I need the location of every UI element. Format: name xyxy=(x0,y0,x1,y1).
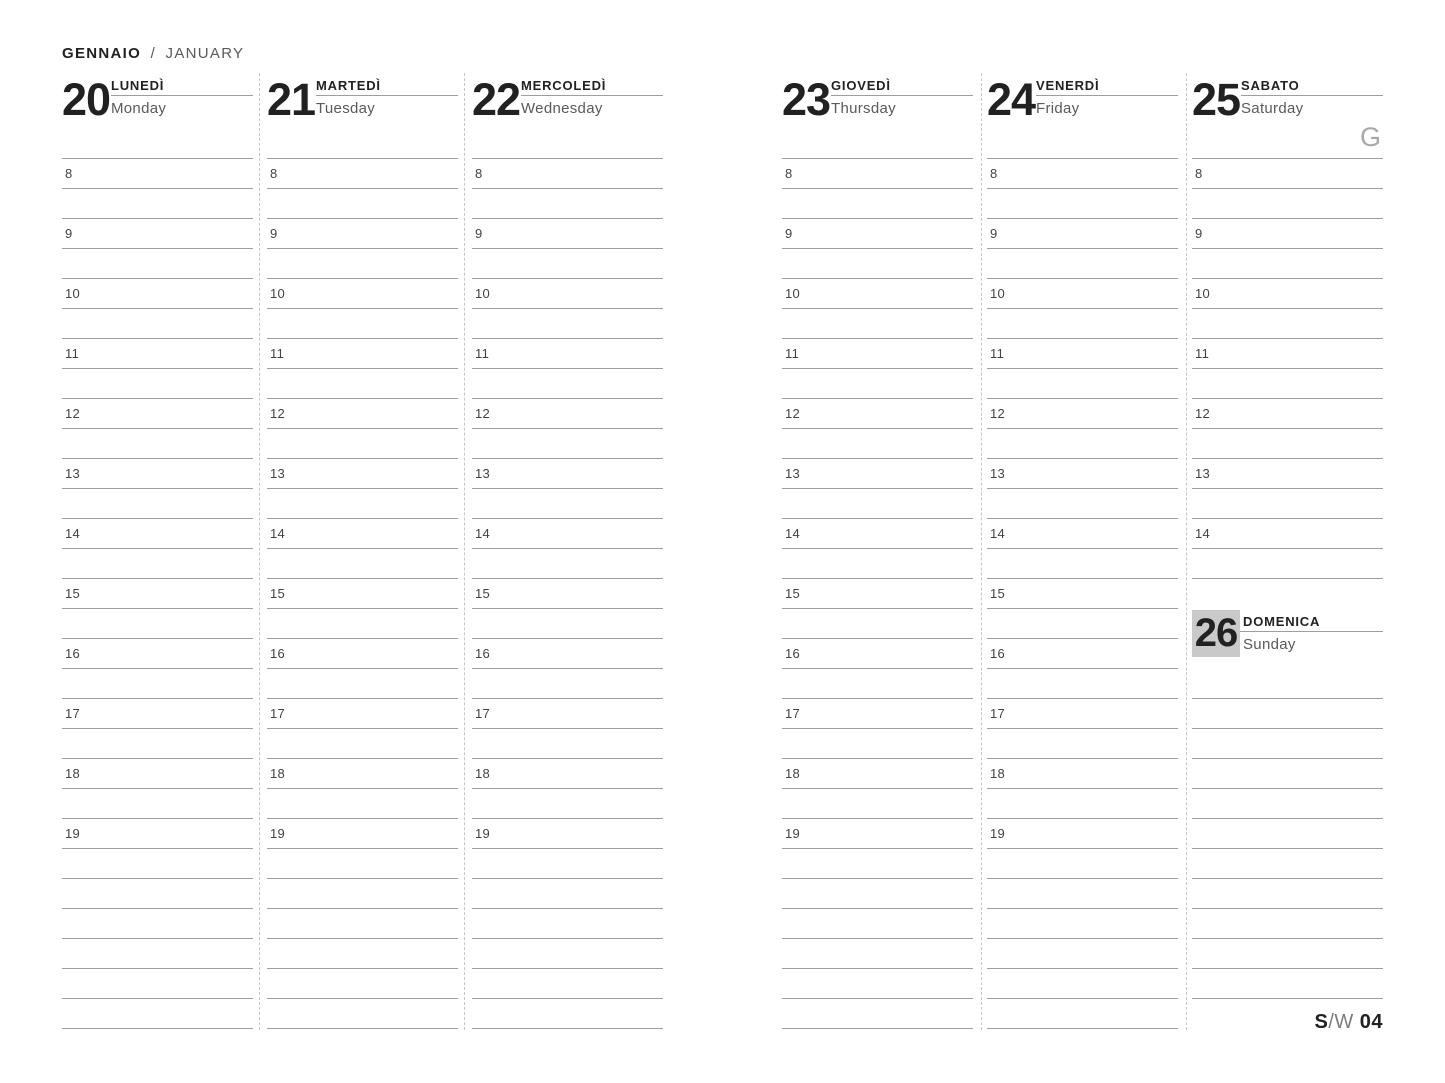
hour-line xyxy=(62,638,253,639)
day-number: 25 xyxy=(1192,74,1241,125)
hour-line xyxy=(987,398,1178,399)
hour-line xyxy=(267,518,458,519)
hour-label: 17 xyxy=(475,706,491,721)
half-hour-line xyxy=(472,908,663,909)
hour-line xyxy=(1192,818,1383,819)
hour-label: 12 xyxy=(475,406,491,421)
half-hour-line xyxy=(62,548,253,549)
hour-line xyxy=(62,818,253,819)
half-hour-line xyxy=(472,248,663,249)
half-hour-line xyxy=(782,968,973,969)
half-hour-line xyxy=(62,608,253,609)
hour-line xyxy=(472,278,663,279)
hour-label: 14 xyxy=(1195,526,1211,541)
hour-line xyxy=(1192,218,1383,219)
column-divider xyxy=(259,73,260,1030)
half-hour-line xyxy=(62,728,253,729)
half-hour-line xyxy=(472,848,663,849)
hour-line xyxy=(472,818,663,819)
day-number: 26 xyxy=(1194,611,1238,655)
hour-line xyxy=(987,818,1178,819)
hour-label: 17 xyxy=(270,706,286,721)
half-hour-line xyxy=(472,188,663,189)
hour-label: 18 xyxy=(475,766,491,781)
hour-line xyxy=(782,458,973,459)
hour-label: 17 xyxy=(990,706,1006,721)
hour-line xyxy=(1192,338,1383,339)
day-name-local: VENERDÌ xyxy=(1036,78,1178,96)
hour-line xyxy=(472,158,663,159)
day-name-local: DOMENICA xyxy=(1240,614,1383,632)
hour-line xyxy=(782,278,973,279)
hour-label: 9 xyxy=(65,226,73,241)
hour-label: 13 xyxy=(1195,466,1211,481)
hour-label: 9 xyxy=(785,226,793,241)
hour-label: 19 xyxy=(785,826,801,841)
hour-label: 14 xyxy=(475,526,491,541)
hour-label: 16 xyxy=(785,646,801,661)
hour-line xyxy=(267,758,458,759)
hour-line xyxy=(987,938,1178,939)
hour-line xyxy=(987,458,1178,459)
half-hour-line xyxy=(62,308,253,309)
half-hour-line xyxy=(62,488,253,489)
day-number: 24 xyxy=(987,74,1036,125)
day-name-local: MARTEDÌ xyxy=(316,78,458,96)
hour-label: 17 xyxy=(65,706,81,721)
hour-line xyxy=(1192,458,1383,459)
hour-label: 10 xyxy=(785,286,801,301)
hour-line xyxy=(782,998,973,999)
hour-line xyxy=(782,638,973,639)
hour-label: 11 xyxy=(270,346,285,361)
day-number: 23 xyxy=(782,74,831,125)
hour-line xyxy=(987,698,1178,699)
hour-line xyxy=(267,458,458,459)
half-hour-line xyxy=(62,788,253,789)
hour-label: 16 xyxy=(65,646,81,661)
half-hour-line xyxy=(1192,188,1383,189)
hour-label: 9 xyxy=(475,226,483,241)
half-hour-line xyxy=(987,788,1178,789)
half-hour-line xyxy=(782,188,973,189)
hour-line xyxy=(472,518,663,519)
day-name-english: Monday xyxy=(111,100,167,117)
hour-line xyxy=(1192,998,1383,999)
half-hour-line xyxy=(782,1028,973,1029)
day-column-thursday xyxy=(782,0,973,1083)
half-hour-line xyxy=(987,368,1178,369)
half-hour-line xyxy=(1192,788,1383,789)
half-hour-line xyxy=(472,788,663,789)
hour-label: 12 xyxy=(785,406,801,421)
half-hour-line xyxy=(782,488,973,489)
hour-label: 11 xyxy=(785,346,800,361)
half-hour-line xyxy=(267,428,458,429)
column-divider xyxy=(464,73,465,1030)
hour-label: 8 xyxy=(1195,166,1203,181)
half-hour-line xyxy=(1192,548,1383,549)
half-hour-line xyxy=(782,728,973,729)
hour-line xyxy=(1192,938,1383,939)
hour-line xyxy=(267,338,458,339)
hour-line xyxy=(472,998,663,999)
hour-label: 10 xyxy=(1195,286,1211,301)
half-hour-line xyxy=(267,488,458,489)
hour-line xyxy=(987,218,1178,219)
hour-line xyxy=(62,938,253,939)
day-column-monday xyxy=(62,0,253,1083)
hour-label: 19 xyxy=(475,826,491,841)
hour-line xyxy=(472,398,663,399)
half-hour-line xyxy=(987,608,1178,609)
hour-label: 15 xyxy=(65,586,81,601)
half-hour-line xyxy=(267,548,458,549)
week-label-bold: S xyxy=(1314,1011,1329,1033)
hour-label: 8 xyxy=(65,166,73,181)
half-hour-line xyxy=(1192,308,1383,309)
half-hour-line xyxy=(62,908,253,909)
half-hour-line xyxy=(472,608,663,609)
half-hour-line xyxy=(987,848,1178,849)
half-hour-line xyxy=(62,188,253,189)
hour-line xyxy=(62,398,253,399)
hour-line xyxy=(987,518,1178,519)
half-hour-line xyxy=(472,428,663,429)
hour-line xyxy=(62,878,253,879)
half-hour-line xyxy=(1192,428,1383,429)
hour-label: 10 xyxy=(270,286,286,301)
hour-label: 16 xyxy=(475,646,491,661)
half-hour-line xyxy=(267,608,458,609)
hour-label: 18 xyxy=(65,766,81,781)
half-hour-line xyxy=(267,668,458,669)
hour-line xyxy=(1192,878,1383,879)
half-hour-line xyxy=(987,1028,1178,1029)
half-hour-line xyxy=(987,248,1178,249)
half-hour-line xyxy=(782,908,973,909)
half-hour-line xyxy=(1192,488,1383,489)
month-name-local: GENNAIO xyxy=(62,45,142,62)
day-column-wednesday xyxy=(472,0,663,1083)
hour-line xyxy=(1192,578,1383,579)
day-name-local: LUNEDÌ xyxy=(111,78,253,96)
half-hour-line xyxy=(267,1028,458,1029)
hour-label: 19 xyxy=(65,826,81,841)
half-hour-line xyxy=(782,308,973,309)
half-hour-line xyxy=(62,668,253,669)
hour-label: 13 xyxy=(990,466,1006,481)
hour-line xyxy=(62,278,253,279)
hour-line xyxy=(472,938,663,939)
hour-label: 15 xyxy=(270,586,286,601)
hour-line xyxy=(782,518,973,519)
day-name-english: Saturday xyxy=(1241,100,1304,117)
hour-line xyxy=(472,758,663,759)
hour-line xyxy=(987,998,1178,999)
day-name-english: Sunday xyxy=(1243,636,1296,653)
hour-label: 16 xyxy=(990,646,1006,661)
half-hour-line xyxy=(1192,848,1383,849)
half-hour-line xyxy=(782,608,973,609)
hour-line xyxy=(62,338,253,339)
hour-line xyxy=(1192,278,1383,279)
half-hour-line xyxy=(62,848,253,849)
hour-line xyxy=(782,818,973,819)
day-column-tuesday xyxy=(267,0,458,1083)
half-hour-line xyxy=(472,488,663,489)
hour-line xyxy=(1192,758,1383,759)
day-number: 22 xyxy=(472,74,521,125)
half-hour-line xyxy=(782,788,973,789)
hour-label: 15 xyxy=(990,586,1006,601)
hour-line xyxy=(267,938,458,939)
hour-line xyxy=(987,578,1178,579)
half-hour-line xyxy=(987,188,1178,189)
hour-line xyxy=(782,158,973,159)
hour-label: 14 xyxy=(990,526,1006,541)
hour-label: 13 xyxy=(475,466,491,481)
hour-line xyxy=(62,578,253,579)
week-number xyxy=(1314,1011,1383,1034)
hour-line xyxy=(472,218,663,219)
half-hour-line xyxy=(267,248,458,249)
half-hour-line xyxy=(782,548,973,549)
hour-label: 14 xyxy=(785,526,801,541)
hour-line xyxy=(267,578,458,579)
hour-line xyxy=(782,878,973,879)
hour-line xyxy=(267,878,458,879)
half-hour-line xyxy=(472,968,663,969)
half-hour-line xyxy=(987,488,1178,489)
half-hour-line xyxy=(987,548,1178,549)
half-hour-line xyxy=(782,848,973,849)
half-hour-line xyxy=(1192,968,1383,969)
hour-label: 14 xyxy=(270,526,286,541)
half-hour-line xyxy=(267,368,458,369)
half-hour-line xyxy=(987,728,1178,729)
half-hour-line xyxy=(472,668,663,669)
half-hour-line xyxy=(472,548,663,549)
half-hour-line xyxy=(987,308,1178,309)
day-name-english: Tuesday xyxy=(316,100,376,117)
hour-line xyxy=(267,638,458,639)
day-name-local: MERCOLEDÌ xyxy=(521,78,663,96)
half-hour-line xyxy=(782,368,973,369)
day-number: 21 xyxy=(267,74,316,125)
hour-line xyxy=(782,698,973,699)
month-tab-letter: G xyxy=(1359,122,1381,152)
half-hour-line xyxy=(987,968,1178,969)
half-hour-line xyxy=(62,1028,253,1029)
half-hour-line xyxy=(267,848,458,849)
hour-line xyxy=(782,578,973,579)
hour-line xyxy=(1192,518,1383,519)
half-hour-line xyxy=(987,668,1178,669)
half-hour-line xyxy=(1192,248,1383,249)
hour-line xyxy=(267,698,458,699)
hour-label: 8 xyxy=(475,166,483,181)
hour-label: 10 xyxy=(990,286,1006,301)
half-hour-line xyxy=(472,728,663,729)
half-hour-line xyxy=(472,368,663,369)
hour-label: 9 xyxy=(990,226,998,241)
hour-label: 12 xyxy=(270,406,286,421)
hour-line xyxy=(987,758,1178,759)
day-name-english: Wednesday xyxy=(521,100,603,117)
week-number-value: 04 xyxy=(1359,1011,1383,1033)
hour-label: 12 xyxy=(65,406,81,421)
hour-label: 12 xyxy=(990,406,1006,421)
hour-label: 18 xyxy=(785,766,801,781)
hour-line xyxy=(987,158,1178,159)
hour-label: 12 xyxy=(1195,406,1211,421)
hour-label: 17 xyxy=(785,706,801,721)
day-column-friday xyxy=(987,0,1178,1083)
half-hour-line xyxy=(267,968,458,969)
hour-line xyxy=(782,938,973,939)
hour-label: 9 xyxy=(270,226,278,241)
hour-line xyxy=(472,338,663,339)
hour-line xyxy=(62,458,253,459)
half-hour-line xyxy=(782,668,973,669)
hour-label: 15 xyxy=(475,586,491,601)
hour-line xyxy=(1192,398,1383,399)
hour-line xyxy=(782,398,973,399)
hour-line xyxy=(62,998,253,999)
hour-line xyxy=(987,638,1178,639)
month-title-separator: / xyxy=(150,45,157,62)
hour-line xyxy=(62,158,253,159)
half-hour-line xyxy=(1192,368,1383,369)
column-divider xyxy=(981,73,982,1030)
hour-line xyxy=(62,758,253,759)
hour-label: 11 xyxy=(65,346,80,361)
hour-line xyxy=(782,758,973,759)
hour-line xyxy=(62,518,253,519)
hour-line xyxy=(472,698,663,699)
hour-label: 11 xyxy=(990,346,1005,361)
half-hour-line xyxy=(987,428,1178,429)
hour-label: 18 xyxy=(990,766,1006,781)
hour-line xyxy=(267,998,458,999)
hour-line xyxy=(1192,158,1383,159)
day-name-english: Friday xyxy=(1036,100,1080,117)
hour-line xyxy=(267,278,458,279)
hour-label: 8 xyxy=(785,166,793,181)
hour-label: 13 xyxy=(270,466,286,481)
hour-line xyxy=(987,278,1178,279)
hour-label: 13 xyxy=(65,466,81,481)
hour-label: 16 xyxy=(270,646,286,661)
half-hour-line xyxy=(987,908,1178,909)
hour-line xyxy=(267,398,458,399)
hour-line xyxy=(1192,698,1383,699)
hour-line xyxy=(987,878,1178,879)
hour-label: 19 xyxy=(990,826,1006,841)
hour-line xyxy=(472,578,663,579)
day-number: 20 xyxy=(62,74,111,125)
half-hour-line xyxy=(267,908,458,909)
half-hour-line xyxy=(472,308,663,309)
hour-line xyxy=(987,338,1178,339)
half-hour-line xyxy=(267,788,458,789)
day-name-local: SABATO xyxy=(1241,78,1383,96)
hour-line xyxy=(782,218,973,219)
half-hour-line xyxy=(472,1028,663,1029)
hour-label: 18 xyxy=(270,766,286,781)
week-label-light: /W xyxy=(1328,1011,1354,1033)
hour-label: 9 xyxy=(1195,226,1203,241)
half-hour-line xyxy=(267,188,458,189)
hour-label: 10 xyxy=(475,286,491,301)
half-hour-line xyxy=(267,728,458,729)
hour-label: 11 xyxy=(475,346,490,361)
half-hour-line xyxy=(62,428,253,429)
half-hour-line xyxy=(62,248,253,249)
hour-line xyxy=(62,218,253,219)
hour-line xyxy=(472,878,663,879)
hour-label: 10 xyxy=(65,286,81,301)
half-hour-line xyxy=(1192,908,1383,909)
half-hour-line xyxy=(62,368,253,369)
half-hour-line xyxy=(1192,728,1383,729)
column-divider xyxy=(1186,73,1187,1030)
sunday-date-badge xyxy=(1192,610,1240,657)
half-hour-line xyxy=(782,428,973,429)
hour-line xyxy=(472,638,663,639)
hour-line xyxy=(267,158,458,159)
hour-label: 19 xyxy=(270,826,286,841)
day-column-saturday-sunday xyxy=(1192,0,1383,1083)
hour-label: 8 xyxy=(270,166,278,181)
hour-label: 8 xyxy=(990,166,998,181)
hour-label: 13 xyxy=(785,466,801,481)
hour-line xyxy=(267,818,458,819)
hour-label: 14 xyxy=(65,526,81,541)
hour-line xyxy=(267,218,458,219)
hour-label: 15 xyxy=(785,586,801,601)
hour-line xyxy=(472,458,663,459)
hour-label: 11 xyxy=(1195,346,1210,361)
half-hour-line xyxy=(782,248,973,249)
hour-line xyxy=(62,698,253,699)
half-hour-line xyxy=(267,308,458,309)
day-name-english: Thursday xyxy=(831,100,896,117)
day-name-local: GIOVEDÌ xyxy=(831,78,973,96)
month-name-english: JANUARY xyxy=(165,45,245,62)
hour-line xyxy=(782,338,973,339)
half-hour-line xyxy=(62,968,253,969)
